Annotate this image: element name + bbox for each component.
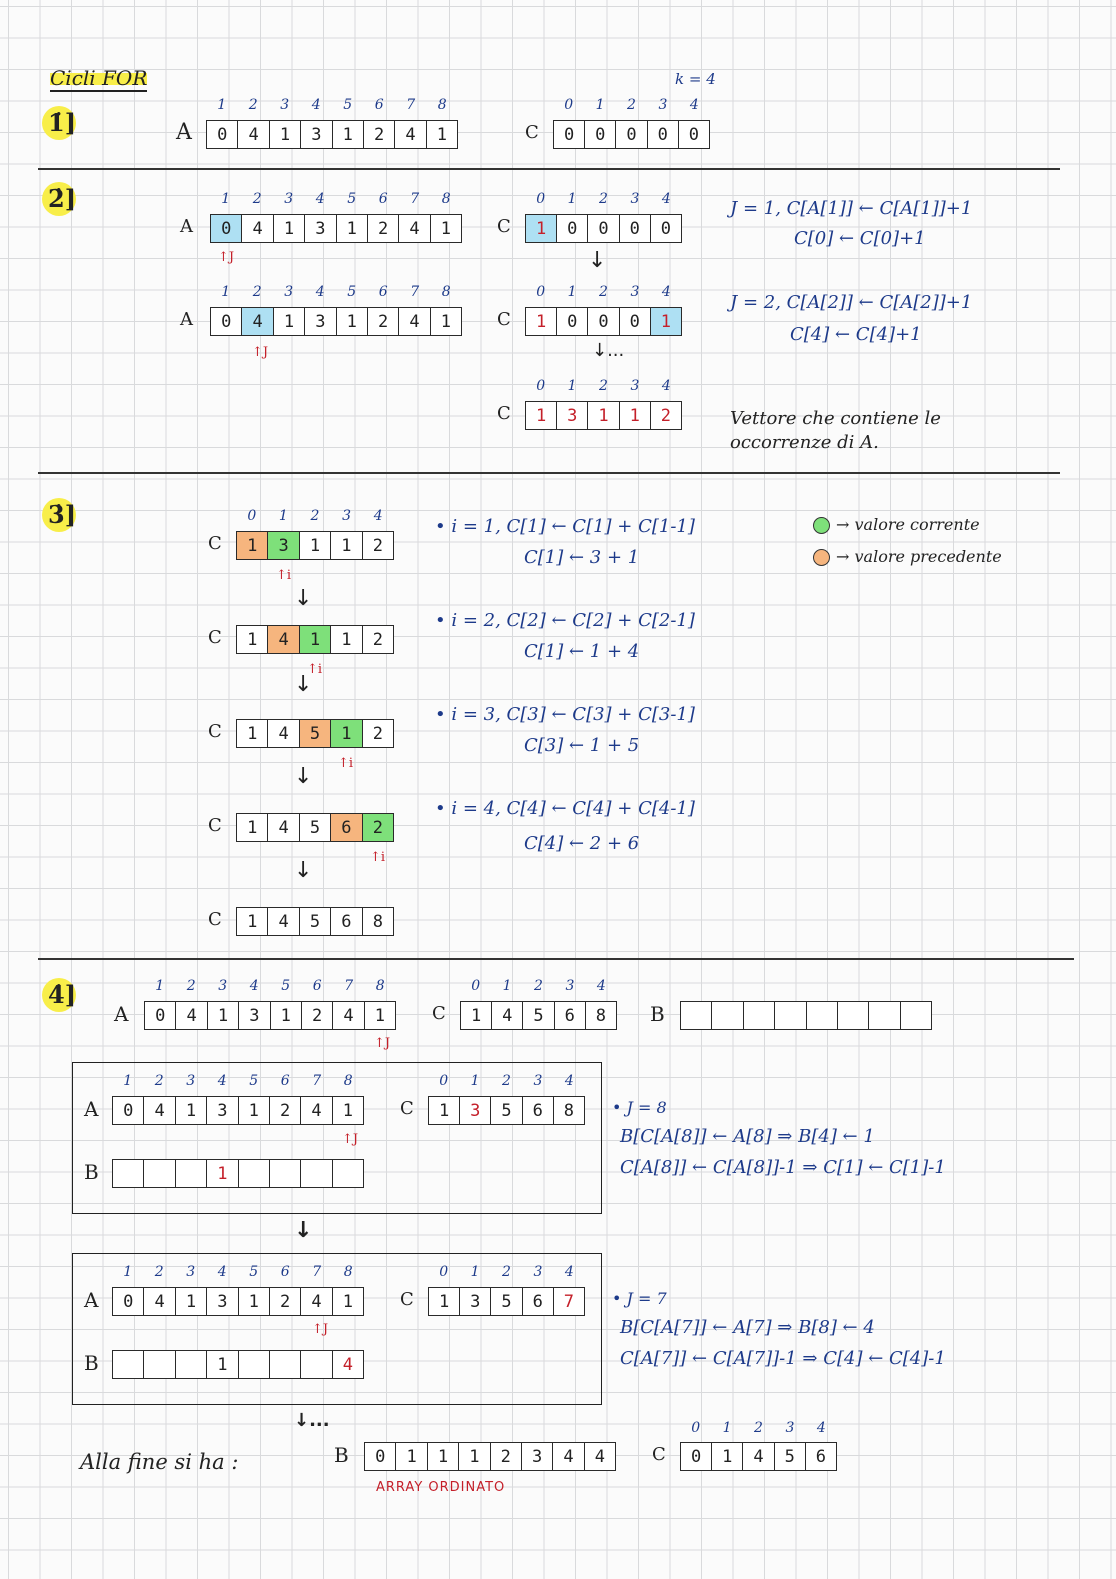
a-index-row: 1 2 3 4 5 6 7 8 — [221, 284, 451, 300]
cell: 2 — [269, 1097, 300, 1124]
c-index-row: 0 1 2 3 4 — [564, 97, 699, 113]
cell: 5 — [299, 720, 330, 747]
cell: 1 — [273, 308, 304, 335]
cell — [113, 1351, 143, 1378]
pointer-i: ↑i — [370, 850, 386, 865]
step-1-label: 1̇] — [48, 108, 76, 137]
array-c — [428, 1096, 585, 1125]
cell: 1 — [175, 1097, 206, 1124]
array-c — [525, 307, 682, 336]
array-a — [112, 1096, 364, 1125]
array-c-label: C — [497, 403, 511, 424]
step-3-label: 3̇] — [48, 500, 76, 529]
separator — [38, 472, 1060, 474]
cell: 0 — [650, 215, 681, 242]
cell: 0 — [123, 1291, 134, 1312]
array-a-label: A — [84, 1097, 99, 1121]
cell: 4 — [584, 1443, 615, 1470]
cell — [900, 1002, 931, 1029]
cell: 5 — [299, 908, 330, 935]
cell: 0 — [221, 311, 232, 332]
cell: 0 — [587, 308, 618, 335]
separator — [38, 958, 1074, 960]
down-arrow-icon: ↓ — [294, 586, 313, 611]
array-c-label: C — [497, 216, 511, 237]
cell: 0 — [556, 215, 587, 242]
cell: 1 — [330, 720, 361, 747]
cell: 1 — [332, 1097, 363, 1124]
cell: 1 — [247, 911, 258, 932]
array-b-label: B — [334, 1443, 349, 1467]
cell: 1 — [438, 1291, 450, 1312]
cell: 4 — [267, 814, 298, 841]
cell: 4 — [394, 121, 425, 148]
cell: 1 — [535, 311, 547, 332]
cell: 2 — [490, 1443, 521, 1470]
cell: 2 — [362, 532, 393, 559]
array-c-label: C — [400, 1289, 414, 1310]
cell: 8 — [553, 1097, 584, 1124]
c-index-row: 0 1 2 3 4 — [536, 191, 671, 207]
cell — [743, 1002, 774, 1029]
cell: 1 — [247, 817, 258, 838]
cell: 2 — [301, 1002, 332, 1029]
c-index-row: 0 1 2 3 4 — [439, 1073, 574, 1089]
cell: 1 — [247, 723, 258, 744]
cell — [238, 1351, 269, 1378]
cell: 3 — [459, 1288, 490, 1315]
cell: 4 — [552, 1443, 583, 1470]
cell: 4 — [143, 1288, 174, 1315]
array-b — [112, 1350, 364, 1379]
legend-green-text: → valore corrente — [836, 515, 980, 534]
down-arrow-icon: ↓ — [294, 1218, 313, 1243]
cell: 2 — [363, 121, 394, 148]
cell: 0 — [123, 1100, 134, 1121]
cell: 8 — [585, 1002, 616, 1029]
array-b — [112, 1159, 364, 1188]
cell — [774, 1002, 805, 1029]
cell — [113, 1160, 143, 1187]
equation: J = 1, C[A[1]] ← C[A[1]]+1 — [730, 198, 973, 219]
cell: 3 — [459, 1097, 490, 1124]
legend-green-dot — [813, 517, 830, 534]
cell — [711, 1002, 742, 1029]
cell: 1 — [175, 1288, 206, 1315]
array-c — [236, 531, 394, 560]
cell: 1 — [395, 1443, 426, 1470]
cell: 3 — [304, 215, 335, 242]
array-c-label: C — [208, 533, 222, 554]
equation: C[A[8]] ← C[A[8]]-1 ⇒ C[1] ← C[1]-1 — [620, 1157, 946, 1178]
cell: 0 — [217, 124, 228, 145]
note: Vettore che contiene le — [730, 408, 941, 429]
a-index-row: 1 2 3 4 5 6 7 8 — [155, 978, 385, 994]
sorted-array-label: ARRAY ORDINATO — [376, 1480, 506, 1495]
array-c — [236, 813, 394, 842]
cell: 1 — [619, 402, 650, 429]
cell: 5 — [490, 1097, 521, 1124]
cell: 0 — [155, 1005, 166, 1026]
equation: • J = 8 — [612, 1098, 667, 1117]
array-a — [210, 214, 462, 243]
cell: 3 — [304, 308, 335, 335]
cell: 1 — [299, 626, 330, 653]
equation: C[0] ← C[0]+1 — [794, 228, 926, 249]
array-c — [525, 214, 682, 243]
cell: 4 — [398, 308, 429, 335]
equation: C[1] ← 1 + 4 — [524, 641, 640, 662]
cell: 2 — [367, 215, 398, 242]
c-index-row: 0 1 2 3 4 — [536, 284, 671, 300]
cell: 4 — [241, 308, 272, 335]
array-c-label: C — [652, 1444, 666, 1465]
separator — [38, 168, 1060, 170]
array-c-label: C — [432, 1003, 446, 1024]
cell: 1 — [206, 1160, 237, 1187]
equation: C[3] ← 1 + 5 — [524, 735, 640, 756]
cell: 1 — [206, 1351, 237, 1378]
pointer-j: ↑J — [374, 1036, 391, 1051]
array-c — [460, 1001, 617, 1030]
c-index-row: 0 1 2 3 4 — [471, 978, 606, 994]
step-4-label: 4̇] — [48, 980, 76, 1009]
array-c — [525, 401, 682, 430]
final-label: Alla fine si ha : — [80, 1450, 239, 1474]
cell: 6 — [330, 814, 361, 841]
c-index-row: 0 1 2 3 4 — [439, 1264, 574, 1280]
array-a — [144, 1001, 396, 1030]
array-b-final — [364, 1442, 616, 1471]
cell: 6 — [554, 1002, 585, 1029]
down-arrow-icon: ↓... — [294, 1410, 330, 1431]
cell: 0 — [375, 1446, 386, 1467]
cell — [332, 1160, 363, 1187]
equation: C[4] ← C[4]+1 — [790, 324, 922, 345]
down-arrow-icon: ↓ — [294, 764, 313, 789]
cell: 4 — [175, 1002, 206, 1029]
cell: 6 — [522, 1097, 553, 1124]
cell: 0 — [678, 121, 709, 148]
pointer-i: ↑i — [338, 756, 354, 771]
cell — [143, 1160, 174, 1187]
cell — [269, 1351, 300, 1378]
equation: • i = 1, C[1] ← C[1] + C[1-1] — [435, 516, 695, 537]
cell: 1 — [430, 215, 461, 242]
cell: 5 — [299, 814, 330, 841]
cell: 3 — [206, 1288, 237, 1315]
cell: 1 — [650, 308, 681, 335]
pointer-i: ↑i — [307, 662, 323, 677]
cell — [143, 1351, 174, 1378]
cell: 1 — [470, 1005, 482, 1026]
cell: 1 — [247, 629, 258, 650]
cell: 1 — [426, 121, 457, 148]
cell: 1 — [438, 1100, 450, 1121]
note: occorrenze di A. — [730, 432, 879, 453]
cell: 0 — [619, 308, 650, 335]
array-c-label: C — [208, 627, 222, 648]
legend-orange-text: → valore precedente — [836, 547, 1002, 566]
a-index-row: 1 2 3 4 5 6 7 8 — [217, 97, 447, 113]
cell: 4 — [300, 1288, 331, 1315]
cell: 7 — [553, 1288, 584, 1315]
cell: 0 — [647, 121, 678, 148]
cell: 4 — [237, 121, 268, 148]
equation: • i = 3, C[3] ← C[3] + C[3-1] — [435, 704, 695, 725]
a-index-row: 1 2 3 4 5 6 7 8 — [123, 1264, 353, 1280]
array-a-label: A — [114, 1002, 129, 1026]
cell — [269, 1160, 300, 1187]
cell — [868, 1002, 899, 1029]
cell: 4 — [398, 215, 429, 242]
pointer-j: ↑J — [342, 1132, 359, 1147]
array-c-label: C — [208, 815, 222, 836]
array-c-label: C — [208, 721, 222, 742]
down-arrow-icon: ↓ — [588, 248, 607, 273]
array-a-label: A — [176, 120, 192, 145]
cell: 4 — [267, 720, 298, 747]
equation: C[1] ← 3 + 1 — [524, 547, 640, 568]
k-value: k = 4 — [675, 70, 716, 88]
array-a-label: A — [180, 309, 193, 330]
cell: 4 — [332, 1002, 363, 1029]
cell: 1 — [330, 532, 361, 559]
cell: 3 — [521, 1443, 552, 1470]
cell: 5 — [490, 1288, 521, 1315]
cell: 1 — [535, 405, 547, 426]
pointer-j: ↑J — [218, 250, 235, 265]
array-c-label: C — [525, 122, 539, 143]
cell: 3 — [238, 1002, 269, 1029]
cell: 4 — [241, 215, 272, 242]
array-a-label: A — [180, 216, 193, 237]
cell: 3 — [267, 532, 298, 559]
array-a — [206, 120, 458, 149]
cell: 1 — [526, 215, 556, 242]
cell: 1 — [332, 121, 363, 148]
array-c — [236, 625, 394, 654]
equation: B[C[A[8]] ← A[8] ⇒ B[4] ← 1 — [620, 1126, 875, 1147]
array-b-label: B — [650, 1002, 665, 1026]
cell: 0 — [587, 215, 618, 242]
cell: 1 — [711, 1443, 742, 1470]
cell: 1 — [238, 1097, 269, 1124]
cell — [300, 1351, 331, 1378]
cell: 0 — [615, 121, 646, 148]
pointer-i: ↑i — [276, 568, 292, 583]
cell: 1 — [238, 1288, 269, 1315]
cell: 1 — [237, 532, 267, 559]
cell: 4 — [143, 1097, 174, 1124]
equation: C[A[7]] ← C[A[7]]-1 ⇒ C[4] ← C[4]-1 — [620, 1348, 946, 1369]
cell: 5 — [774, 1443, 805, 1470]
cell: 1 — [336, 308, 367, 335]
cell: 1 — [427, 1443, 458, 1470]
array-c-label: C — [400, 1098, 414, 1119]
cell: 1 — [273, 215, 304, 242]
cell: 1 — [587, 402, 618, 429]
c-index-row: 0 1 2 3 4 — [536, 378, 671, 394]
step-2-label: 2̇] — [48, 184, 76, 213]
array-a — [210, 307, 462, 336]
cell: 1 — [330, 626, 361, 653]
cell: 6 — [805, 1443, 836, 1470]
cell: 2 — [362, 814, 393, 841]
cell: 2 — [367, 308, 398, 335]
cell: 4 — [491, 1002, 522, 1029]
cell: 4 — [332, 1351, 363, 1378]
c-index-row: 0 1 2 3 4 — [247, 508, 383, 524]
cell: 1 — [458, 1443, 489, 1470]
array-c — [428, 1287, 585, 1316]
cell — [238, 1160, 269, 1187]
array-a — [112, 1287, 364, 1316]
pointer-j: ↑J — [252, 345, 269, 360]
equation: • i = 4, C[4] ← C[4] + C[4-1] — [435, 798, 695, 819]
cell: 3 — [556, 402, 587, 429]
equation: • i = 2, C[2] ← C[2] + C[2-1] — [435, 610, 695, 631]
cell: 2 — [362, 626, 393, 653]
equation: J = 2, C[A[2]] ← C[A[2]]+1 — [730, 292, 973, 313]
cell: 6 — [330, 908, 361, 935]
cell: 0 — [584, 121, 615, 148]
cell: 0 — [211, 215, 241, 242]
equation: C[4] ← 2 + 6 — [524, 833, 640, 854]
cell: 8 — [362, 908, 393, 935]
cell: 5 — [522, 1002, 553, 1029]
cell: 3 — [300, 121, 331, 148]
cell: 1 — [299, 532, 330, 559]
page-title: Cicli FOR — [50, 66, 148, 90]
cell: 1 — [207, 1002, 238, 1029]
down-arrow-icon: ↓ — [294, 858, 313, 883]
cell: 4 — [300, 1097, 331, 1124]
array-a-label: A — [84, 1288, 99, 1312]
cell: 1 — [430, 308, 461, 335]
cell: 1 — [269, 121, 300, 148]
a-index-row: 1 2 3 4 5 6 7 8 — [123, 1073, 353, 1089]
cell — [681, 1002, 711, 1029]
cell: 0 — [690, 1446, 702, 1467]
cell: 6 — [522, 1288, 553, 1315]
array-c-label: C — [208, 909, 222, 930]
legend-orange-dot — [813, 549, 830, 566]
cell — [806, 1002, 837, 1029]
array-c — [236, 907, 394, 936]
equation: • J = 7 — [612, 1289, 667, 1308]
cell — [175, 1351, 206, 1378]
array-c-label: C — [497, 309, 511, 330]
equation: B[C[A[7]] ← A[7] ⇒ B[8] ← 4 — [620, 1317, 875, 1338]
cell: 4 — [267, 908, 298, 935]
c-index-row: 0 1 2 3 4 — [691, 1420, 826, 1436]
pointer-j: ↑J — [312, 1322, 329, 1337]
cell: 4 — [742, 1443, 773, 1470]
cell: 4 — [267, 626, 298, 653]
a-index-row: 1 2 3 4 5 6 7 8 — [221, 191, 451, 207]
array-c — [236, 719, 394, 748]
cell: 0 — [563, 124, 575, 145]
cell: 3 — [206, 1097, 237, 1124]
array-b — [680, 1001, 932, 1030]
cell: 0 — [556, 308, 587, 335]
down-arrow-icon: ↓ — [294, 672, 313, 697]
array-c-final — [680, 1442, 837, 1471]
cell — [175, 1160, 206, 1187]
array-c — [553, 120, 710, 149]
cell: 2 — [362, 720, 393, 747]
cell: 2 — [650, 402, 681, 429]
cell: 1 — [364, 1002, 395, 1029]
cell: 1 — [270, 1002, 301, 1029]
cell: 0 — [619, 215, 650, 242]
array-b-label: B — [84, 1351, 99, 1375]
cell — [300, 1160, 331, 1187]
array-b-label: B — [84, 1160, 99, 1184]
down-arrow-icon: ↓... — [592, 340, 625, 361]
cell — [837, 1002, 868, 1029]
cell: 2 — [269, 1288, 300, 1315]
cell: 1 — [336, 215, 367, 242]
cell: 1 — [332, 1288, 363, 1315]
